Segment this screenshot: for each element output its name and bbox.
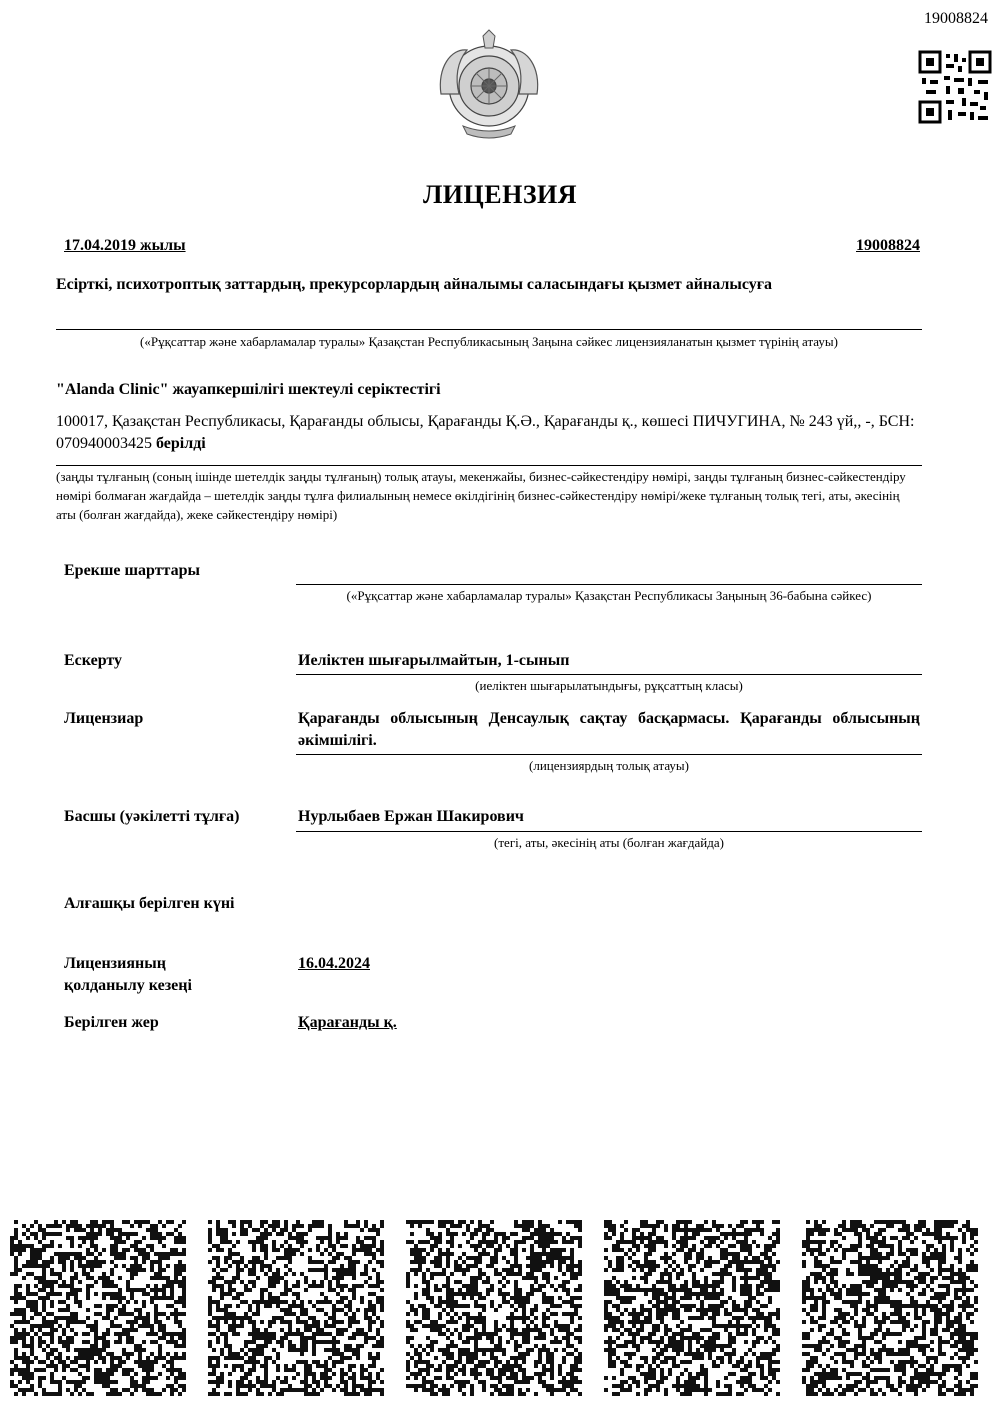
licensee-address	[56, 411, 920, 455]
qr-code-icon	[918, 50, 992, 124]
licensee-address-text: 100017, Қазақстан Республикасы, Қарағанды облысы, Қарағанды Қ.Ә., Қарағанды қ., көшесі ПИЧУГИНА, № 243 үй,, -, БСН: 070940003425	[56, 413, 915, 452]
licensor-caption: (лицензиярдың толық атауы)	[529, 758, 689, 773]
state-emblem-icon	[433, 28, 545, 144]
place-name: Қарағанды қ.	[298, 1014, 397, 1031]
validity-label	[64, 953, 192, 997]
special-conditions-caption: («Рұқсаттар және хабарламалар туралы» Қазақстан Республикасы Заңының 36-бабына сәйкес)	[346, 588, 872, 603]
issue-date: 17.04.2019 жылы	[64, 237, 186, 254]
qr-code-icon	[604, 1220, 780, 1396]
qr-code-icon	[406, 1220, 582, 1396]
licensee-name: "Alanda Clinic" жауапкершілігі шектеулі серіктестігі	[56, 381, 441, 398]
issued-word: берілді	[156, 435, 206, 452]
note-label: Ескерту	[64, 652, 123, 669]
place-label: Берілген жер	[64, 1014, 159, 1031]
note-caption: (иеліктен шығарылатындығы, рұқсаттың класы)	[475, 678, 743, 693]
activity-type: Есірткі, психотроптық заттардың, прекурсорлардың айналымы саласындағы қызмет айналысуға	[56, 276, 772, 293]
activity-caption: («Рұқсаттар және хабарламалар туралы» Қазақстан Республикасының Заңына сәйкес лицензияланатын қызмет түрінің атауы)	[140, 334, 838, 349]
page-title: ЛИЦЕНЗИЯ	[422, 180, 578, 209]
licensee-caption: (заңды тұлғаның (соның ішінде шетелдік заңды тұлғаның) толық атауы, мекенжайы, бизнес-сәйкестендіру нөмірі, заңды тұлғаның бизнес-сәйкестендіру нөмірі болмаған жағдайда – шетелдік заңды тұлға филиалының немесе өкілдігінің бизнес-сәйкестендіру нөмірі/жеке тұлғаның толық тегі, аты, әкесінің аты (болған жағдайда), жеке сәйкестендіру нөмірі)	[56, 469, 906, 522]
head-label: Басшы (уәкілетті тұлға)	[64, 808, 240, 825]
licensor-label: Лицензиар	[64, 710, 144, 727]
head-divider	[296, 831, 922, 832]
note-divider	[296, 674, 922, 675]
validity-label-line1: Лицензияның	[64, 955, 166, 972]
place-value	[298, 1012, 920, 1034]
document-number: 19008824	[924, 10, 988, 27]
qr-code-icon	[10, 1220, 186, 1396]
licensee-divider	[56, 465, 922, 466]
first-issue-label: Алғашқы берілген күні	[64, 895, 235, 912]
validity-value	[298, 953, 920, 975]
qr-code-icon	[208, 1220, 384, 1396]
special-conditions-label: Ерекше шарттары	[64, 562, 200, 579]
qr-code-icon	[802, 1220, 978, 1396]
special-conditions-divider	[296, 584, 922, 585]
license-number: 19008824	[856, 237, 920, 254]
note-value: Иеліктен шығарылмайтын, 1-сынып	[298, 652, 570, 669]
licensor-divider	[296, 754, 922, 755]
validity-date: 16.04.2024	[298, 955, 370, 972]
licensor-value: Қарағанды облысының Денсаулық сақтау басқармасы. Қарағанды облысының әкімшілігі.	[298, 710, 920, 749]
validity-label-line2: қолданылу кезеңі	[64, 977, 192, 994]
head-value: Нурлыбаев Ержан Шакирович	[298, 808, 524, 825]
head-caption: (тегі, аты, әкесінің аты (болған жағдайда)	[494, 835, 724, 850]
activity-divider	[56, 329, 922, 330]
